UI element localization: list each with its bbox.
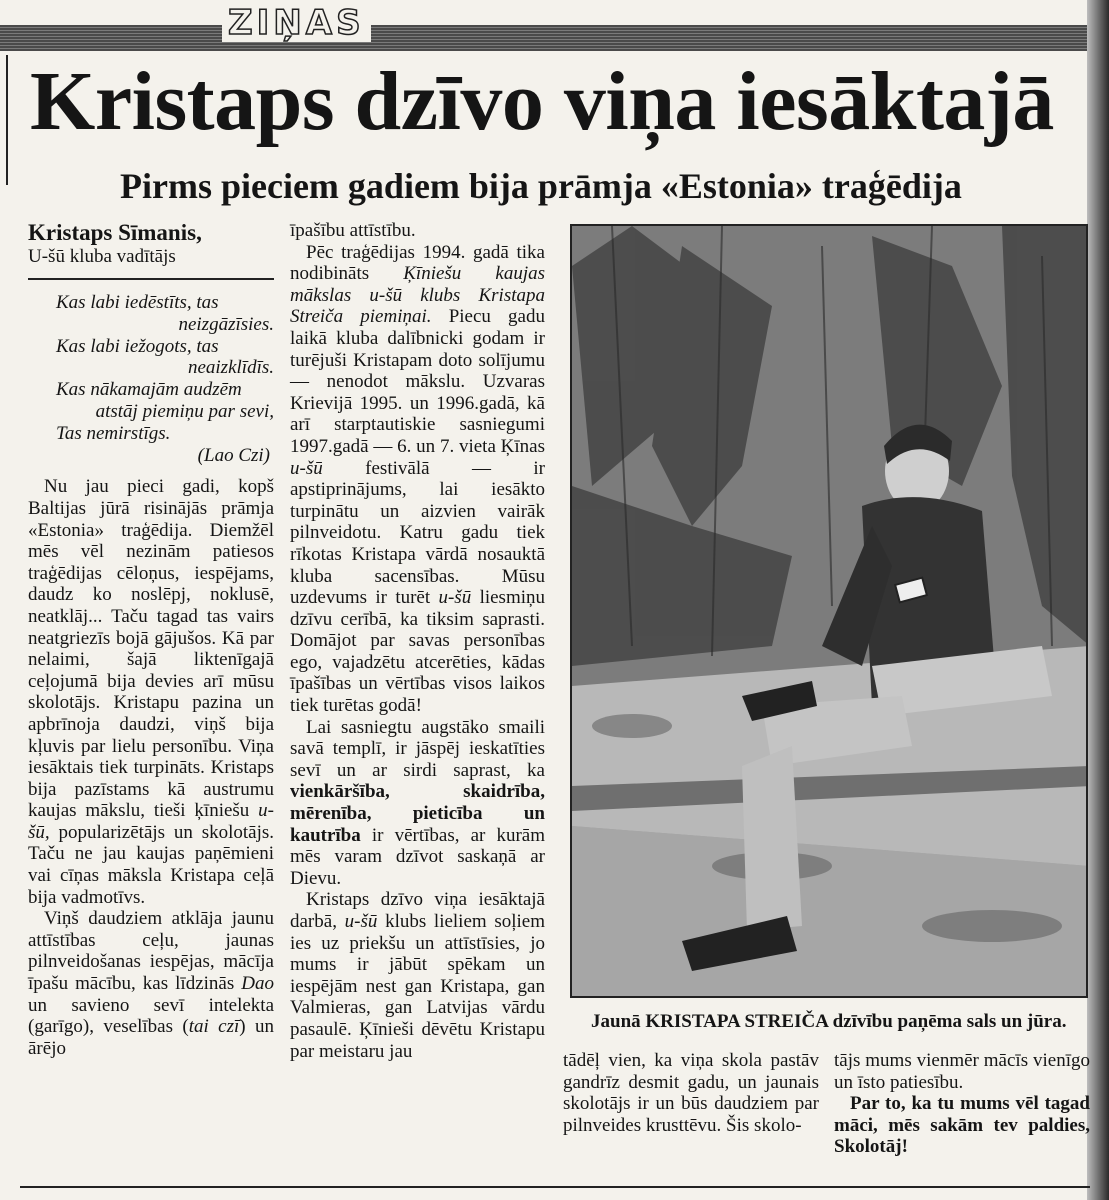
article-column-4 (834, 1050, 1090, 1158)
text-run: Dao (241, 973, 274, 995)
text-run: tai czī (188, 1016, 240, 1038)
epigraph-line: Kas labi iedēstīts, tas (56, 292, 219, 313)
photo-caption: Jaunā KRISTAPA STREIČA dzīvību paņēma sals un jūra. (591, 1011, 1067, 1032)
left-rule (6, 55, 8, 185)
text-run: u-šū, (28, 800, 274, 843)
article-column-2 (290, 220, 545, 1062)
bottom-rule (20, 1186, 1090, 1188)
subheadline: Pirms pieciem gadiem bija prāmja «Estonia» traģēdija (120, 166, 962, 206)
club-name: Ķīniešu kaujas mākslas u-šū klubs Kristapa Streiča piemiņai. (290, 263, 545, 328)
paragraph: tājs mums vienmēr mācīs vienīgo un īsto patiesību. (834, 1050, 1090, 1093)
paragraph: tādēļ vien, ka viņa skola pastāv gandrīz desmit gadu, un jaunais skolotājs ir un būs daudziem par pilnveides krusttēvu. Šis skolo- (563, 1050, 819, 1136)
paragraph (290, 242, 545, 717)
epigraph-line: atstāj piemiņu par sevi, (95, 400, 274, 422)
paragraph (290, 889, 545, 1062)
paragraph: īpašību attīstību. (290, 220, 416, 241)
epigraph (28, 292, 274, 466)
text-run: u-šū (290, 457, 323, 479)
text-run: Pēc traģēdijas 1994. gadā tika nodibināts (290, 241, 545, 285)
author-role: U-šū kluba vadītājs (28, 246, 176, 267)
text-run: un savieno sevī intelekta (garīgo), veselības ( (28, 994, 274, 1038)
section-label: ZIŅAS (222, 4, 371, 42)
article-photo (570, 224, 1088, 998)
paragraph (28, 476, 274, 908)
divider (28, 278, 274, 280)
epigraph-line: neaizklīdīs. (187, 357, 274, 379)
article-column-3 (563, 1050, 819, 1136)
text-run: ir vērtības, ar kurām mēs varam dzīvot saskaņā ar Dievu. (290, 824, 545, 889)
section-band (0, 25, 1109, 51)
text-run: liesmiņu dzīvu cerībā, ka tiksim saprasti. Domājot par savas personības ego, vajadzētu atcerēties, kādas īpašības un vērtības visos laikos tiek turētas godā! (290, 587, 546, 717)
text-run: u-šū (438, 587, 472, 609)
text-run: u-šū (344, 911, 378, 932)
epigraph-line: Kas labi iežogots, tas (56, 335, 219, 357)
article-column-1 (28, 220, 274, 1059)
photo-illustration (572, 226, 1088, 998)
headline: Kristaps dzīvo viņa iesāktajā (30, 55, 1054, 148)
author-name: Kristaps Sīmanis, (28, 220, 202, 245)
text-run: popularizētājs un skolotājs. Taču ne jau kaujas paņēmieni vai cīņas māksla Kristapa ceļā bija vadmotīvs. (28, 821, 274, 908)
text-run: Kristaps dzīvo viņa iesāktajā darbā, (290, 889, 545, 932)
epigraph-line: Tas nemirstīgs. (56, 422, 171, 444)
closing-paragraph: Par to, ka tu mums vēl tagad māci, mēs sakām tev paldies, Skolotāj! (834, 1093, 1090, 1158)
text-run: festivālā — ir apstiprinājums, lai iesākto turpinātu un aizvien vairāk pilnveidotu. Katru gadu tiek rīkotas Kristapa vārdā nosauktā kluba sacensības. Mūsu uzdevums ir turēt (290, 457, 545, 609)
page-edge-shadow (1087, 0, 1109, 1200)
text-run: Viņš daudziem atklāja jaunu attīstības ceļu, jaunas pilnveidošanas iespējas, mācīja īpašu mācību, kas līdzinās (28, 908, 274, 995)
text-run: ) un ārējo (28, 1016, 275, 1059)
text-run: Nu jau pieci gadi, kopš Baltijas jūrā risinājās prāmja «Estonia» traģēdija. Diemžēl mēs vēl nezinām patiesos traģēdijas cēloņus, iespējams, daudz ko noslēpj, noklusē, neatklāj... Taču tagad tas vairs neatgriezīs bojā gājušos. Kā par nelaimi, šajā liktenīgajā ceļojumā bija devies arī mūsu skolotājs. Kristapu pazina un apbrīnoja daudzi, viņš bija kļuvis par lielu personību. Viņa iesāktais tiek turpināts. Kristaps bija pazīstams kā austrumu kaujas mākslu, tieši ķīniešu (28, 476, 274, 822)
text-run: Lai sasniegtu augstāko smaili savā templī, ir jāspēj ieskatīties sevī un ar sirdi saprast, ka (290, 716, 545, 781)
paragraph (28, 908, 274, 1059)
text-run: klubs lieliem soļiem ies uz priekšu un attīstīsies, jo mums ir jābūt spēkam un iespējām nest gan Kristapa, gan Valmieras, gan Latvijas vārdu pasaulē. Ķīnieši dēvētu Kristapu par meistaru jau (290, 911, 546, 1062)
epigraph-line: neizgāzīsies. (178, 313, 274, 335)
paragraph (290, 717, 545, 890)
epigraph-line: Kas nākamajām audzēm (56, 379, 242, 401)
epigraph-attribution: (Lao Czi) (197, 444, 270, 466)
text-run: vienkāršība, skaidrība, mērenība, pieticība un kautrība (290, 781, 545, 846)
text-run: Piecu gadu laikā kluba dalībnicki godam ir turējuši Kristapam doto solījumu — nenodot mākslu. Uzvaras Krievijā 1995. un 1996.gadā, kā arī starptautiskie sasniegumi 1997.gadā — 6. un 7. vieta Ķīnas (290, 306, 545, 457)
